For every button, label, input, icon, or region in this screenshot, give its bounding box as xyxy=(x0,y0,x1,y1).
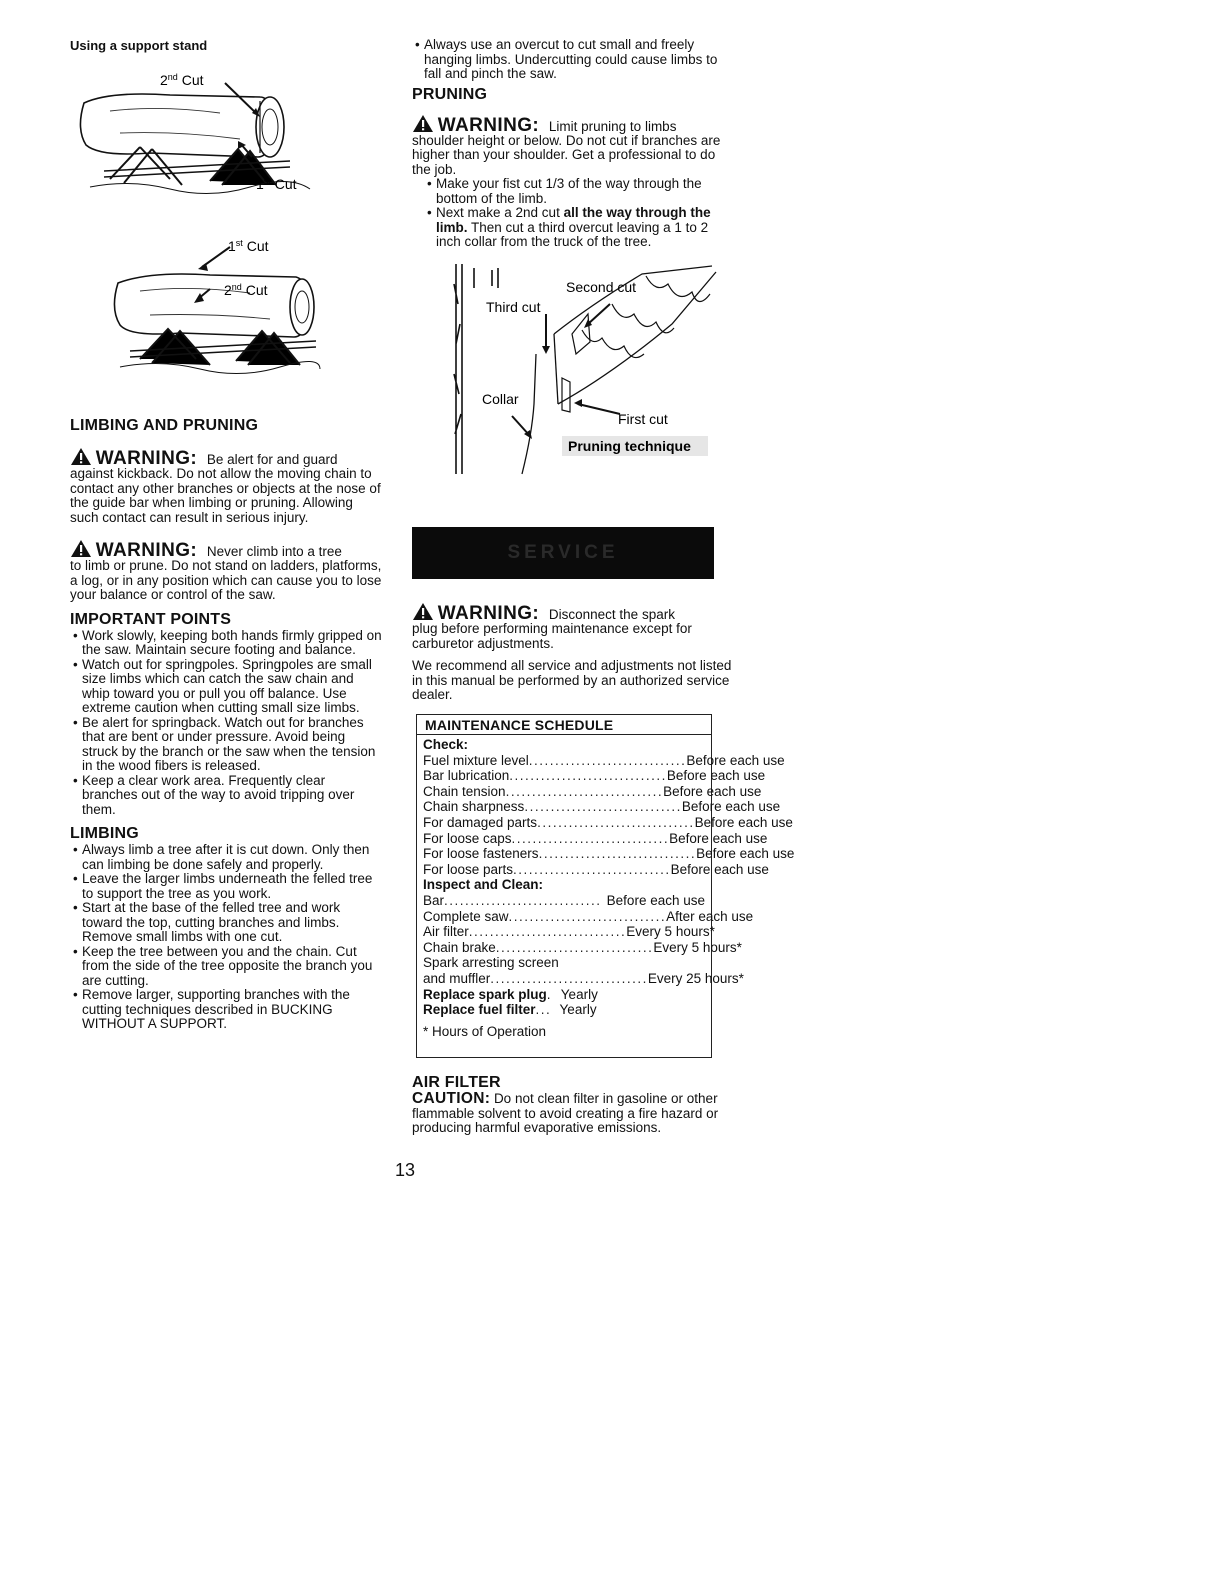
list-item: • Next make a 2nd cut all the way through the limb. Then cut a third overcut leaving a 1 to 2 inch collar from the truck of the tree. xyxy=(427,205,711,249)
svg-text:1st Cut: 1st Cut xyxy=(256,176,297,192)
table-row: For loose parts .............................. Before each use xyxy=(423,861,769,877)
air-filter-section xyxy=(412,1074,732,1136)
air-filter-heading: AIR FILTER xyxy=(412,1074,501,1091)
table-row: Chain sharpness .............................. Before each use xyxy=(423,799,781,815)
limbing-heading: LIMBING xyxy=(70,825,139,842)
figure-caption: Using a support stand xyxy=(70,38,208,53)
list-item: • Be alert for springback. Watch out for branches that are bent or under pressure. Avoid being struck by the branch or the saw when the tension in the wood fibers is released. xyxy=(73,714,376,773)
svg-text:Second cut: Second cut xyxy=(566,278,637,295)
svg-text:Collar: Collar xyxy=(482,390,519,407)
warning-climb-text: to limb or prune. Do not stand on ladders, platforms, a log, or in any position which can cause you to lose your balance or control of the saw. xyxy=(70,558,382,602)
warning-kickback-text: against kickback. Do not allow the moving chain to contact any other branches or objects at the nose of the guide bar when limbing or pruning. Allowing such contact can result in serious injury. xyxy=(70,466,381,525)
warning-climb: WARNING: Never climb into a tree to limb or prune. Do not stand on ladders, platforms, a log, or in any position which can cause you to lose your balance or control of the saw. xyxy=(70,540,382,602)
pruning-technique-figure xyxy=(412,264,722,476)
table-row: and muffler .............................. Every 25 hours* xyxy=(423,970,744,986)
warning-triangle-icon xyxy=(70,539,92,558)
table-row: Chain brake .............................. Every 5 hours* xyxy=(423,939,742,955)
svg-text:1st Cut: 1st Cut xyxy=(228,238,269,254)
list-item: • Leave the larger limbs underneath the felled tree to support the tree as you work. xyxy=(73,871,373,901)
table-row: Replace spark plug . Yearly xyxy=(423,986,598,1002)
table-row: Complete saw .............................. After each use xyxy=(423,908,754,924)
support-stand-figure-1 xyxy=(70,53,382,203)
warning-kickback: WARNING: Be alert for and guard against kickback. Do not allow the moving chain to contact any other branches or objects at the nose of the guide bar when limbing or pruning. Allowing such contact can result in serious injury. xyxy=(70,448,381,525)
list-item: • Keep the tree between you and the chain. Cut from the side of the tree opposite the branch you are cutting. xyxy=(73,943,373,988)
maintenance-schedule-table xyxy=(416,714,795,1058)
service-banner: SERVICE xyxy=(412,527,714,579)
check-heading: Check: xyxy=(423,737,469,752)
list-item: • Make your fist cut 1/3 of the way through the bottom of the limb. xyxy=(427,176,702,206)
table-row: For loose caps .............................. Before each use xyxy=(423,830,768,846)
caution-label: CAUTION: xyxy=(412,1090,491,1107)
list-item: • Work slowly, keeping both hands firmly gripped on the saw. Maintain secure footing and balance. xyxy=(73,627,382,657)
pruning-list xyxy=(412,177,732,250)
list-item: • Keep a clear work area. Frequently clear branches out of the way to avoid tripping over them. xyxy=(73,772,355,817)
svg-text:2nd Cut: 2nd Cut xyxy=(224,282,268,298)
important-points-heading: IMPORTANT POINTS xyxy=(70,610,232,628)
page-number: 13 xyxy=(395,1160,416,1180)
svg-text:2nd Cut: 2nd Cut xyxy=(160,72,204,88)
table-row: Replace fuel filter ... Yearly xyxy=(423,1002,597,1018)
important-points-list xyxy=(70,629,382,818)
list-item: • Remove larger, supporting branches with the cutting techniques described in BUCKING WITHOUT A SUPPORT. xyxy=(73,987,350,1031)
maintenance-footnote: * Hours of Operation xyxy=(423,1023,547,1039)
svg-text:Pruning technique: Pruning technique xyxy=(568,437,691,454)
caution-text: Do not clean filter in gasoline or other flammable solvent to avoid creating a fire hazard or producing harmful evaporative emissions. xyxy=(412,1091,719,1135)
list-item: • Watch out for springpoles. Springpoles are small size limbs which can catch the saw chain and whip toward you or pull you off balance. Use extreme caution when cutting small size limbs. xyxy=(73,656,372,715)
maintenance-title: MAINTENANCE SCHEDULE xyxy=(417,715,711,735)
warning-disconnect: WARNING: Disconnect the spark plug before performing maintenance except for carburetor adjustments. We recommend all service and adjustments not listed in this manual be performed by an authorized service dealer. xyxy=(412,603,732,702)
overcut-bullet xyxy=(412,38,732,82)
list-item: • Always use an overcut to cut small and freely hanging limbs. Undercutting could cause limbs to fall and pinch the saw. xyxy=(415,37,718,81)
table-row: Fuel mixture level .............................. Before each use xyxy=(423,752,785,768)
warning-triangle-icon xyxy=(412,602,434,621)
table-row: Air filter .............................. Every 5 hours* xyxy=(423,924,715,940)
support-stand-figure-2 xyxy=(70,233,382,383)
table-row: Bar .............................. Before each use xyxy=(423,892,705,908)
right-column xyxy=(412,38,732,476)
warning-pruning: WARNING: Limit pruning to limbs shoulder height or below. Do not cut if branches are higher than your shoulder. Get a professional to do the job. xyxy=(412,114,732,178)
svg-text:First cut: First cut xyxy=(618,410,668,427)
warning-triangle-icon xyxy=(412,114,434,133)
warning-pruning-text: shoulder height or below. Do not cut if branches are higher than your shoulder. Get a professional to do the job. xyxy=(412,132,721,177)
table-row: Spark arresting screen xyxy=(423,955,559,971)
table-row: Bar lubrication .............................. Before each use xyxy=(423,768,766,784)
pruning-heading: PRUNING xyxy=(412,85,488,103)
warning-disconnect-text: plug before performing maintenance except for carburetor adjustments. xyxy=(412,621,692,651)
service-paragraph: We recommend all service and adjustments not listed in this manual be performed by an authorized service dealer. xyxy=(412,658,732,702)
warning-triangle-icon xyxy=(70,447,92,466)
list-item: • Start at the base of the felled tree and work toward the top, cutting branches and limbs. Remove small limbs with one cut. xyxy=(73,900,341,944)
table-row: For loose fasteners .............................. Before each use xyxy=(423,846,795,862)
list-item: • Always limb a tree after it is cut down. Only then can limbing be done safely and properly. xyxy=(73,842,370,872)
limbing-list xyxy=(70,843,382,1032)
svg-text:Third cut: Third cut xyxy=(486,298,541,315)
limbing-pruning-heading: LIMBING AND PRUNING xyxy=(70,417,259,434)
table-row: For damaged parts .............................. Before each use xyxy=(423,814,793,830)
inspect-heading: Inspect and Clean: xyxy=(423,877,544,893)
table-row: Chain tension .............................. Before each use xyxy=(423,783,762,799)
left-column xyxy=(70,38,382,1032)
